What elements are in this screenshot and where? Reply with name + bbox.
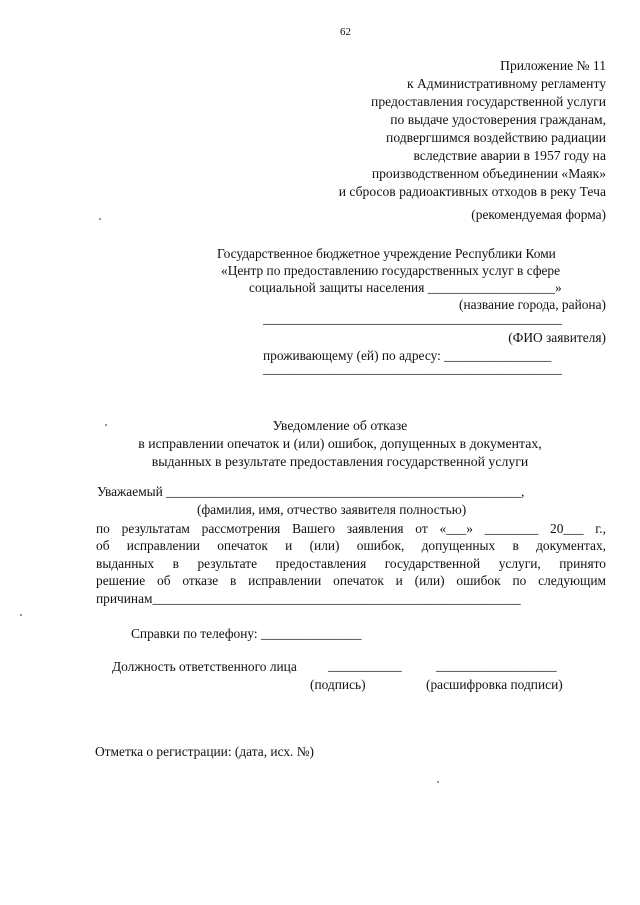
appendix-line: по выдаче удостоверения гражданам,	[390, 112, 606, 127]
notice-title-line: выданных в результате предоставления государственной услуги	[151, 454, 529, 469]
body-line: по результатам рассмотрения Вашего заявления от «___» ________ 20___ г.,	[96, 521, 606, 536]
body-line: причинам_______________________________________________________	[96, 590, 521, 606]
scan-speck	[99, 218, 101, 220]
address-blank: ______________________________________________	[263, 361, 562, 376]
city-caption: (название города, района)	[459, 297, 606, 312]
body-line: выданных в результате предоставления государственной услуги, принято	[96, 555, 606, 571]
body-line: решение об отказе в исправлении опечаток и (или) ошибок по следующим	[96, 573, 606, 589]
official-position-label: Должность ответственного лица	[112, 659, 297, 674]
signature-blank: ___________	[328, 658, 402, 673]
appendix-line: подвергшимся воздействию радиации	[386, 130, 606, 145]
appendix-block	[339, 57, 606, 201]
salutation: Уважаемый _____________________________________________________,	[97, 484, 525, 499]
scan-speck	[20, 614, 22, 616]
addressee-line-1: Государственное бюджетное учреждение Республики Коми	[217, 246, 556, 261]
appendix-line: производственном объединении «Маяк»	[371, 166, 606, 181]
applicant-name-caption: (ФИО заявителя)	[508, 330, 606, 345]
signature-decode-blank: __________________	[436, 658, 557, 673]
scan-speck	[105, 424, 107, 426]
appendix-line: вследствие аварии в 1957 году на	[413, 148, 606, 163]
appendix-line: к Административному регламенту	[406, 76, 606, 91]
body-paragraph	[96, 520, 606, 607]
notice-title	[70, 417, 610, 471]
body-line: об исправлении опечаток и (или) ошибок, допущенных в документах,	[96, 538, 606, 554]
applicant-name-blank: ______________________________________________	[263, 311, 562, 326]
applicant-fullname-caption: (фамилия, имя, отчество заявителя полностью)	[197, 502, 467, 517]
form-type-note: (рекомендуемая форма)	[471, 207, 606, 222]
appendix-line: Приложение № 11	[500, 58, 606, 73]
signature-caption: (подпись)	[310, 677, 366, 692]
appendix-line: предоставления государственной услуги	[371, 94, 606, 109]
notice-title-line: Уведомление об отказе	[272, 418, 408, 433]
addressee-line-2: «Центр по предоставлению государственных услуг в сфере	[221, 263, 561, 278]
address-line: проживающему (ей) по адресу: ________________	[263, 348, 552, 363]
page-number: 62	[340, 26, 351, 38]
registration-note: Отметка о регистрации: (дата, исх. №)	[95, 744, 314, 759]
addressee-line-3: социальной защиты населения ___________________»	[249, 280, 562, 295]
phone-reference: Справки по телефону: _______________	[131, 626, 362, 641]
notice-title-line: в исправлении опечаток и (или) ошибок, допущенных в документах,	[138, 436, 542, 451]
signature-decode-caption: (расшифровка подписи)	[426, 677, 563, 692]
scan-speck	[437, 781, 439, 783]
appendix-line: и сбросов радиоактивных отходов в реку Теча	[338, 184, 606, 199]
